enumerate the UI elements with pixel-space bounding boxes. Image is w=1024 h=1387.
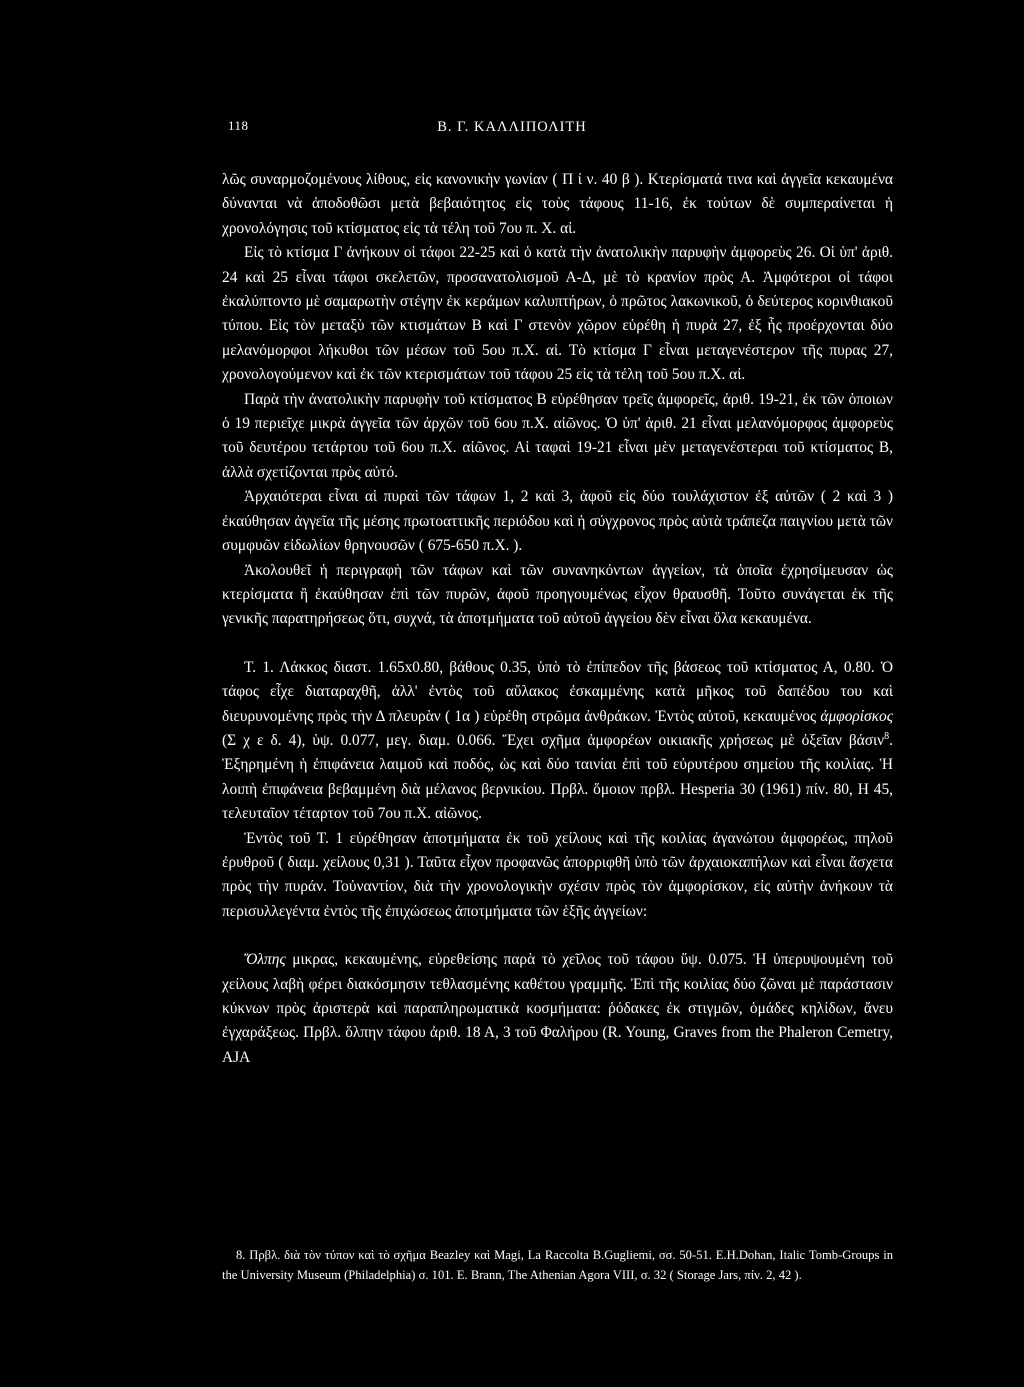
paragraph-olpe (222, 948, 893, 1070)
page-header (0, 118, 1024, 140)
paragraph-tomb-1 (222, 656, 893, 827)
paragraph-1: λῶς συναρμοζομένους λίθους, εἰς κανονικὴν γωνίαν ( Π ί ν. 40 β ). Κτερίσματά τινα καὶ ἀγγεῖα κεκαυμένα δύνανται νὰ ἀποδοθῶσι μετὰ βεβαιότητος εἰς τοὺς τάφους 11-16, ἐκ τούτων δὲ συμπεραίνεται ἡ χρονολόγησις τοῦ κτίσματος εἰς τὰ τέλη τοῦ 7ου π. Χ. αἰ. (222, 171, 893, 237)
paragraph-3: Παρὰ τὴν ἀνατολικὴν παρυφὴν τοῦ κτίσματος Β εὑρέθησαν τρεῖς ἀμφορεῖς, ἀριθ. 19-21, ἐκ τῶν ὁποιων ὁ 19 περιεῖχε μικρὰ ἀγγεῖα τῶν ἀρχῶν τοῦ 6ου π.Χ. αἰῶνος. Ὁ ὑπ' ἀριθ. 21 εἶναι μελανόμορφος ἀμφορεὺς τοῦ δευτέρου τετάρτου τοῦ 6ου π.Χ. αἰῶνος. Αἱ ταφαὶ 19-21 εἶναι μὲν μεταγενέστεραι τοῦ κτίσματος Β, ἀλλὰ σχετίζονται πρὸς αὐτό. (222, 390, 893, 481)
paragraph-5: Ἀκολουθεῖ ἡ περιγραφὴ τῶν τάφων καὶ τῶν συνανηκόντων ἀγγείων, τὰ ὁποῖα ἐχρησίμευσαν ὡς κτερίσματα ἢ ἐκαύθησαν ἐπὶ τῶν πυρῶν, ἀφοῦ προηγουμένως εἶχον θραυσθῆ. Τοῦτο συνάγεται ἐκ τῆς γενικῆς παρατηρήσεως ὅτι, συχνά, τὰ ἀποτμήματα τοῦ αὐτοῦ ἀγγείου δὲν εἶναι ὅλα κεκαυμένα. (222, 561, 893, 628)
paragraph-2: Εἰς τὸ κτίσμα Γ ἀνήκουν οἱ τάφοι 22-25 καὶ ὁ κατὰ τὴν ἀνατολικὴν παρυφὴν ἀμφορεὺς 26. Οἱ ὑπ' ἀριθ. 24 καὶ 25 εἶναι τάφοι σκελετῶν, προσανατολισμοῦ Α-Δ, μὲ τὸ κρανίον πρὸς Α. Ἀμφότεροι οἱ τάφοι ἐκαλύπτοντο μὲ σαμαρωτὴν στέγην ἐκ κεράμων καλυπτήρων, ὁ πρῶτος λακωνικοῦ, ὁ δεύτερος κορινθιακοῦ τύπου. Εἰς τὸν μεταξὺ τῶν κτισμάτων Β καὶ Γ στενὸν χῶρον εὑρέθη ἡ πυρὰ 27, ἐξ ἧς προέρχονται δύο μελανόμορφοι λήκυθοι τῶν μέσων τοῦ 5ου π.Χ. αἰ. Τὸ κτίσμα Γ εἶναι μεταγενέστερον τῆς πυρας 27, χρονολογούμενον καὶ ἐκ τῶν κτερισμάτων τοῦ τάφου 25 εἰς τὰ τέλη τοῦ 5ου π.Χ. αἰ. (222, 244, 893, 384)
amphoriskos-rest: . Ἐξηρημένη ἡ ἐπιφάνεια λαιμοῦ καὶ ποδός, ὡς καὶ δύο ταινίαι ἐπὶ τοῦ εὐρυτέρου σημείου τῆς κοιλίας. Ἡ λοιπὴ ἐπιφάνεια βεβαμμένη διὰ μέλανος βερνικίου. Πρβλ. ὅμοιον πρβλ. Hesperia 30 (1961) πίν. 80, Η 45, τελευταῖον τέταρτον τοῦ 7ου π.Χ. αἰῶνος. (222, 731, 893, 823)
amphoriskos-term: ἀμφορίσκος (820, 707, 893, 725)
footnote-8: 8. Πρβλ. διὰ τὸν τύπον καὶ τὸ σχῆμα Beazley καὶ Magi, La Raccolta B.Gugliemi, σσ. 50-51. E.H.Dohan, Italic Tomb-Groups in the University Museum (Philadelphia) σ. 101. E. Brann, The Athenian Agora VIII, σ. 32 ( Storage Jars, πίν. 2, 42 ). (222, 1248, 893, 1282)
olpe-term: Ὄλπης (244, 951, 286, 969)
page-number: 118 (228, 118, 249, 133)
tomb-1-text: Τ. 1. Λάκκος διαστ. 1.65x0.80, βάθους 0.35, ὑπὸ τὸ ἐπίπεδον τῆς βάσεως τοῦ κτίσματος Α, 0.80. Ὁ τάφος εἶχε διαταραχθῆ, ἀλλ' ἐντὸς τοῦ αὔλακος ἐσκαμμένης κατὰ μῆκος τοῦ δαπέδου του καὶ διευρυνομένης πρὸς τὴν Δ πλευρὰν ( 1α ) εὑρέθη στρῶμα ἀνθράκων. (222, 658, 893, 725)
paragraph-tomb-1-contents: Ἐντὸς τοῦ Τ. 1 εὑρέθησαν ἀποτμήματα ἐκ τοῦ χείλους καὶ τῆς κοιλίας ἀγανώτου ἀμφορέως, πηλοῦ ἐρυθροῦ ( διαμ. χείλους 0,31 ). Ταῦτα εἶχον προφανῶς ἀπορριφθῆ ὑπὸ τῶν ἀρχαιοκαπήλων καὶ εἶναι ἄσχετα πρὸς τὴν πυράν. Τοὐναντίον, διὰ τὴν χρονολογικὴν σχέσιν πρὸς τὸν ἀμφορίσκον, εἰς αὐτὴν ἀνήκουν τὰ περισυλλεγέντα ἐντὸς τῆς ἐπιχώσεως ἀποτμήματα τῶν ἑξῆς ἀγγείων: (222, 829, 893, 920)
paragraph-4: Ἀρχαιότεραι εἶναι αἱ πυραὶ τῶν τάφων 1, 2 καὶ 3, ἀφοῦ εἰς δύο τουλάχιστον ἐξ αὐτῶν ( 2 καὶ 3 ) ἐκαύθησαν ἀγγεῖα τῆς μέσης πρωτοαττικῆς περιόδου καὶ ἡ σύγχρονος πρὸς αὐτὰ τράπεζα παιγνίου μετὰ τῶν συμφυῶν εἰδωλίων θρηνουσῶν ( 675-650 π.Χ. ). (222, 488, 893, 555)
body-text (222, 168, 893, 1070)
running-head: Β. Γ. ΚΑΛΛΙΠΟΛΙΤΗ (437, 119, 587, 135)
olpe-text: μικρας, κεκαυμένης, εὑρεθείσης παρὰ τὸ χεῖλος τοῦ τάφου ὕψ. 0.075. Ἡ ὑπερυψουμένη τοῦ χείλους λαβὴ φέρει διακόσμησιν τεθλασμένης καθέτου γραμμῆς. Ἐπὶ τῆς κοιλίας δύο ζῶναι μὲ παράστασιν κύκνων πρὸς ἀριστερὰ καὶ παραπληρωματικὰ κοσμήματα: ῥόδακες ἐκ στιγμῶν, ὁμάδες κηλίδων, ἄνευ ἐγχαράξεως. Πρβλ. ὅλπην τάφου ἀριθ. 18 Α, 3 τοῦ Φαλήρου (R. Young, Graves from the Phaleron Cemetry, AJA (222, 951, 893, 1066)
footnotes (222, 1246, 893, 1285)
amphoriskos-after: (Σ χ ε δ. 4), ὑψ. 0.077, μεγ. διαμ. 0.066. Ἔχει σχῆμα ἀμφορέων οικιακῆς χρήσεως μὲ ὀξεῖαν βάσιν (222, 731, 885, 749)
amphoriskos-before: Ἐντὸς αὐτοῦ, κεκαυμένος (655, 707, 821, 725)
footnote-ref: 8 (884, 730, 890, 742)
